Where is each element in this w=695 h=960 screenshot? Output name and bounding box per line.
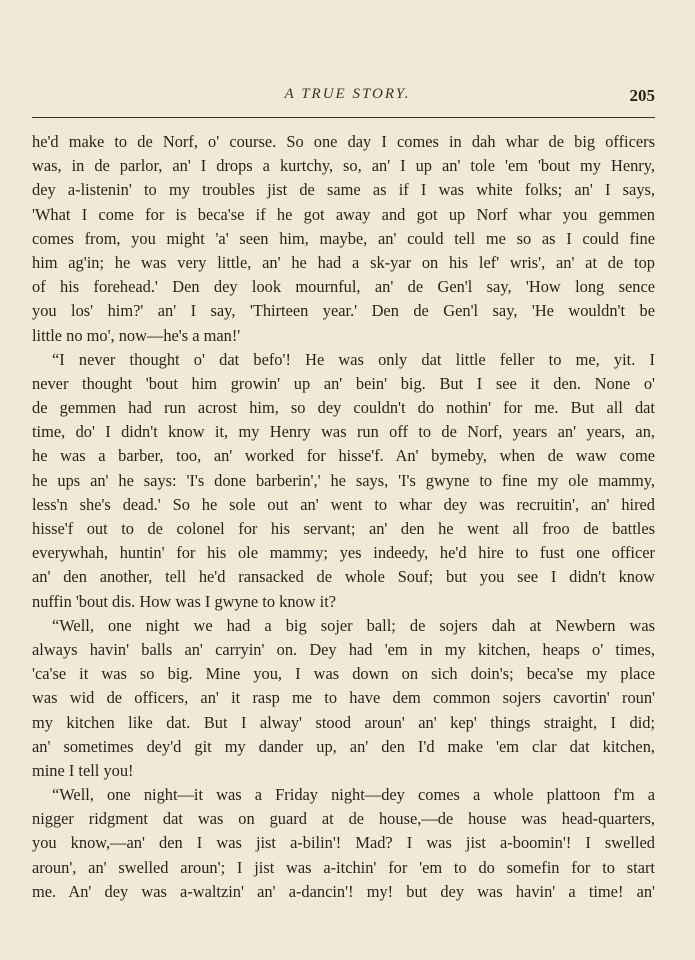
text-line: mine I tell you!: [32, 760, 134, 780]
text-line: 'ca'se it was so big. Mine you, I was down on sich doin's; beca'se my place: [32, 664, 655, 684]
text-line: nuffin 'bout dis. How was I gwyne to know it?: [32, 591, 337, 611]
text-line: he was a barber, too, an' worked for hisse'f. An' bymeby, when de waw come: [32, 446, 655, 466]
text-line: hisse'f out to de colonel for his servant; an' den he went all froo de battles: [32, 519, 655, 538]
text-line: little no mo', now—he's a man!': [32, 325, 241, 345]
text-line: comes from, you might 'a' seen him, maybe, an' could tell me so as I could fine: [32, 228, 655, 248]
text-body: [32, 130, 655, 904]
text-line: an' den another, tell he'd ransacked de whole Souf; but you see I didn't know: [32, 567, 655, 587]
text-line: you know,—an' den I was jist a-bilin'! Mad? I was jist a-boomin'! I swelled: [32, 833, 655, 853]
text-line: aroun', an' swelled aroun'; I jist was a-itchin' for 'em to do somefin for to start: [32, 857, 655, 877]
text-line: “Well, one night—it was a Friday night—dey comes a whole plattoon f'm a: [52, 785, 655, 805]
text-line: an' sometimes dey'd git my dander up, an' den I'd make 'em clar dat kitchen,: [32, 736, 655, 756]
text-line: de gemmen had run acrost him, so dey couldn't do nothin' for me. But all dat: [32, 398, 655, 418]
text-line: you los' him?' an' I say, 'Thirteen year.' Den de Gen'l say, 'He wouldn't be: [32, 301, 655, 321]
text-line: “I never thought o' dat befo'! He was only dat little feller to me, yit. I: [52, 349, 655, 369]
text-line: 'What I come for is beca'se if he got away and got up Norf whar you gemmen: [32, 204, 655, 224]
page-title: A TRUE STORY.: [284, 86, 411, 102]
text-line: never thought 'bout him growin' up an' bein' big. But I see it den. None o': [32, 373, 655, 393]
running-head: [0, 86, 695, 110]
text-line: of his forehead.' Den dey look mournful, an' de Gen'l say, 'How long sence: [32, 277, 655, 297]
text-line: me. An' dey was a-waltzin' an' a-dancin'! my! but dey was havin' a time! an': [32, 881, 655, 901]
page-number: 205: [629, 86, 655, 105]
text-line: was, in de parlor, an' I drops a kurtchy, so, an' I up an' tole 'em 'bout my Henry,: [32, 156, 655, 176]
text-line: he ups an' he says: 'I's done barberin',' he says, 'I's gwyne to fine my ole mammy,: [32, 470, 655, 490]
text-line: less'n she's dead.' So he sole out an' went to whar dey was recruitin', an' hired: [32, 494, 655, 514]
text-line: nigger ridgment dat was on guard at de house,—de house was head-quarters,: [32, 809, 655, 829]
text-line: “Well, one night we had a big sojer ball; de sojers dah at Newbern was: [52, 615, 655, 635]
text-line: always havin' balls an' carryin' on. Dey had 'em in my kitchen, heaps o' times,: [32, 639, 655, 659]
text-line: was wid de officers, an' it rasp me to have dem common sojers cavortin' roun': [32, 688, 655, 708]
text-line: my kitchen like dat. But I alway' stood aroun' an' kep' things straight, I did;: [32, 712, 655, 732]
header-rule: [32, 117, 655, 118]
text-line: dey a-listenin' to my troubles jist de same as if I was white folks; an' I says,: [32, 180, 655, 200]
text-line: time, do' I didn't know it, my Henry was run off to de Norf, years an' years, an,: [32, 422, 655, 442]
text-line: him ag'in; he was very little, an' he had a sk-yar on his lef' wris', an' at de top: [32, 252, 655, 272]
text-line: he'd make to de Norf, o' course. So one day I comes in dah whar de big officers: [32, 132, 655, 151]
text-line: everywhah, huntin' for his ole mammy; yes indeedy, he'd hire to fust one officer: [32, 543, 655, 563]
